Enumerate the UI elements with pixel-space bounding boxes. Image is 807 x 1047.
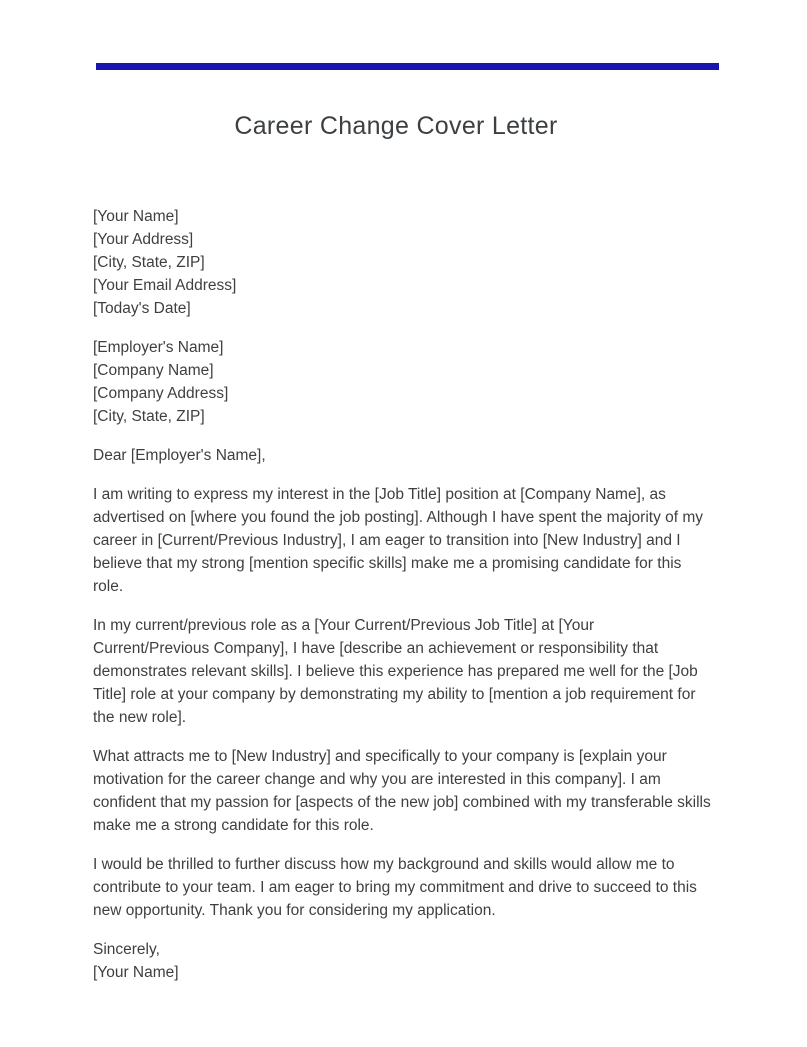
paragraph-motivation: What attracts me to [New Industry] and specifically to your company is [explain your motivation for the career change and why you are interested in this company]. I am confident that my passion for [aspects of the new job] combined with my transferable skills make me a strong candidate for this role. (93, 748, 711, 834)
sender-address-line: [Your Address] (93, 231, 194, 248)
paragraph-experience: In my current/previous role as a [Your Current/Previous Job Title] at [Your Current/Previous Company], I have [describe an achievement or responsibility that demonstrates relevant skills]. I believe this experience has prepared me well for the [Job Title] role at your company by demonstrating my ability to [mention a job requirement for the new role]. (93, 617, 698, 726)
sender-name-line: [Your Name] (93, 208, 179, 225)
recipient-company-line: [Company Name] (93, 362, 214, 379)
letter-body (93, 205, 714, 1000)
closing-line: Sincerely, (93, 941, 160, 958)
sender-date-line: [Today's Date] (93, 300, 191, 317)
salutation: Dear [Employer's Name], (93, 447, 266, 464)
recipient-name-line: [Employer's Name] (93, 339, 224, 356)
page-title: Career Change Cover Letter (234, 112, 558, 140)
sender-city-line: [City, State, ZIP] (93, 254, 205, 271)
recipient-address-block (93, 336, 714, 428)
signature-line: [Your Name] (93, 964, 179, 981)
recipient-address-line: [Company Address] (93, 385, 229, 402)
paragraph-closing: I would be thrilled to further discuss how my background and skills would allow me to contribute to your team. I am eager to bring my commitment and drive to succeed to this new opportunity. Thank you for considering my application. (93, 856, 697, 919)
paragraph-introduction: I am writing to express my interest in the [Job Title] position at [Company Name], as advertised on [where you found the job posting]. Although I have spent the majority of my career in [Current/Previous Industry], I am eager to transition into [New Industry] and I believe that my strong [mention specific skills] make me a promising candidate for this role. (93, 486, 704, 595)
accent-bar (96, 63, 719, 70)
sender-address-block (93, 205, 714, 320)
signature-block (93, 938, 714, 984)
recipient-city-line: [City, State, ZIP] (93, 408, 205, 425)
sender-email-line: [Your Email Address] (93, 277, 237, 294)
